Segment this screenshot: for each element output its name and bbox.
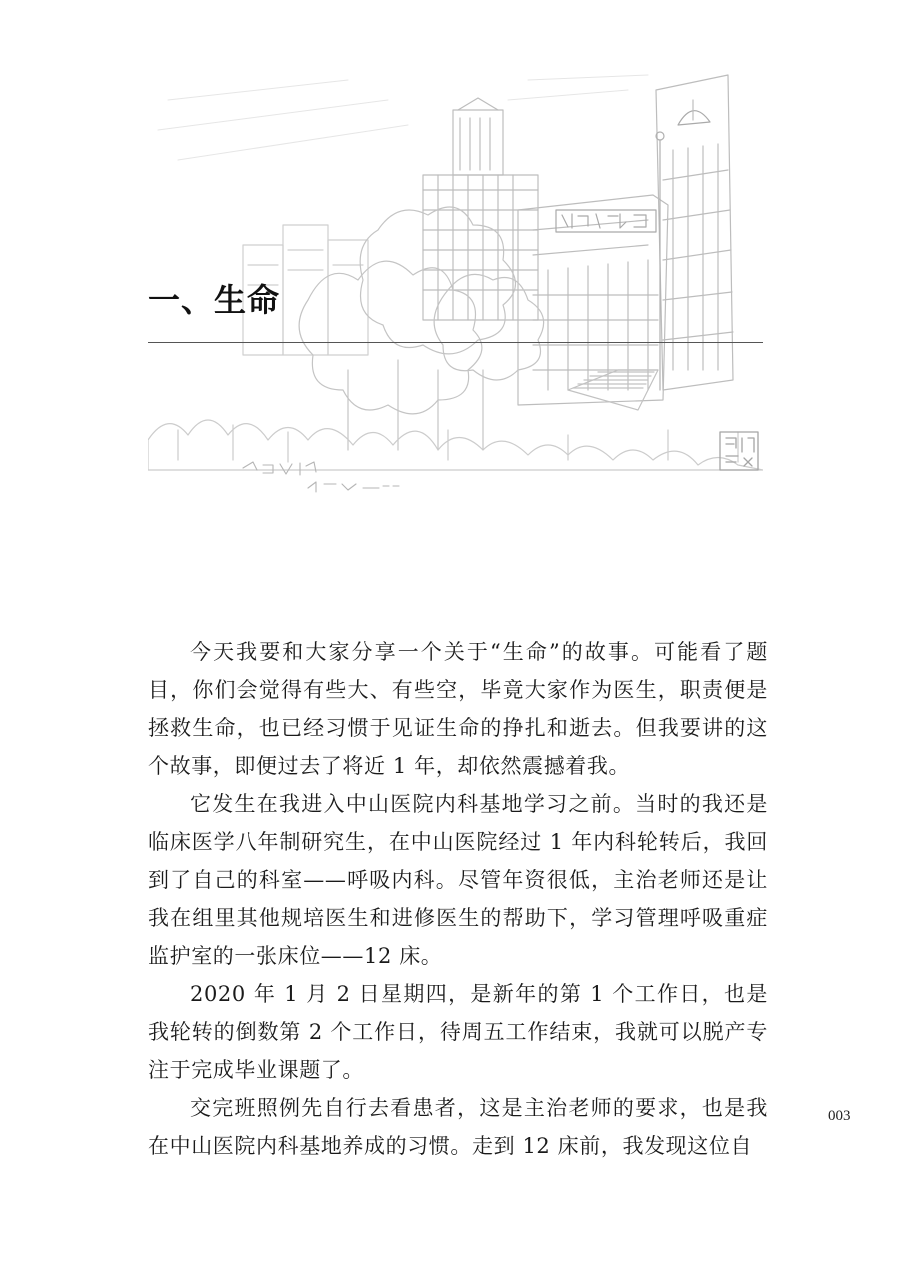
chapter-title: 一、生命 <box>148 281 281 319</box>
paragraph-2: 它发生在我进入中山医院内科基地学习之前。当时的我还是临床医学八年制研究生，在中山医院经过 1 年内科轮转后，我回到了自己的科室——呼吸内科。尽管年资很低，主治老师还是让我在组里其他规培医生和进修医生的帮助下，学习管理呼吸重症监护室的一张床位——12 床。 <box>148 792 768 968</box>
artist-seal <box>720 432 758 470</box>
paragraph-4: 交完班照例先自行去看患者，这是主治老师的要求，也是我在中山医院内科基地养成的习惯。走到 12 床前，我发现这位自 <box>148 1096 768 1158</box>
ground-bushes <box>148 420 763 470</box>
paragraph-1: 今天我要和大家分享一个关于“生命”的故事。可能看了题目，你们会觉得有些大、有些空，毕竟大家作为医生，职责便是拯救生命，也已经习惯于见证生命的挣扎和逝去。但我要讲的这个故事，即便过去了将近 1 年，却依然震撼着我。 <box>148 640 768 778</box>
trees <box>299 207 544 450</box>
library-main-building <box>518 195 668 405</box>
title-underline-rule <box>148 342 763 343</box>
paragraph-3: 2020 年 1 月 2 日星期四，是新年的第 1 个工作日，也是我轮转的倒数第 2 个工作日，待周五工作结束，我就可以脱产专注于完成毕业课题了。 <box>148 982 768 1082</box>
entrance-stairs <box>568 370 658 410</box>
artist-signature <box>243 462 399 492</box>
page-number: 003 <box>828 1108 851 1124</box>
chapter-body-text <box>148 633 768 1165</box>
sky-hatching <box>158 75 648 160</box>
lamp-post <box>656 132 664 390</box>
